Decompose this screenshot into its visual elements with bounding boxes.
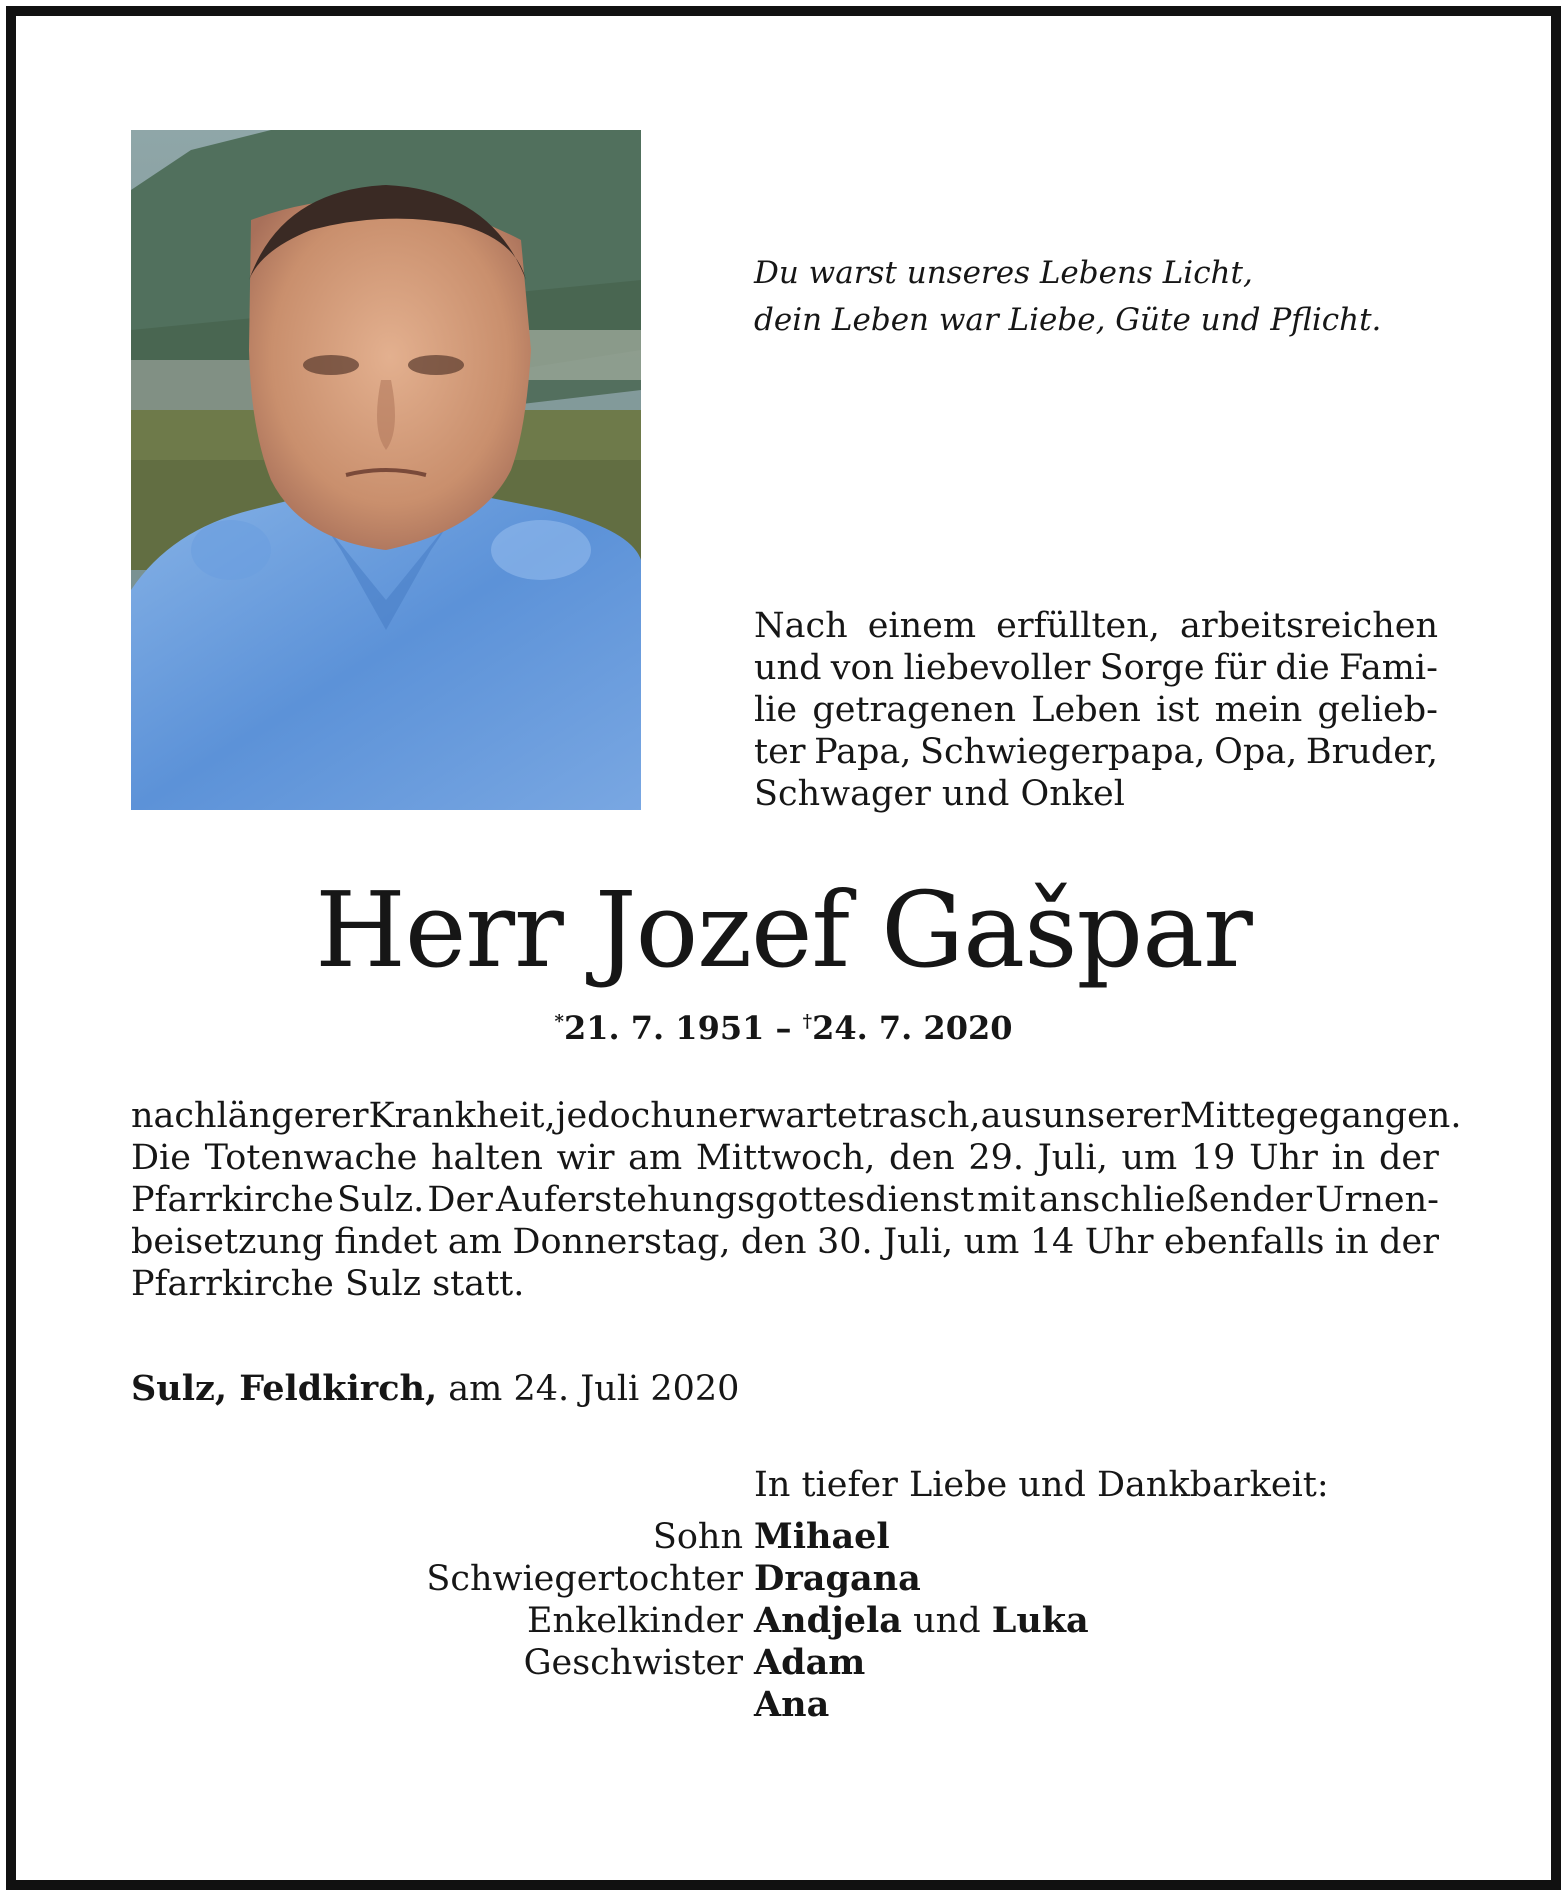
word: von: [830, 648, 895, 688]
deceased-name: Herr Jozef Gašpar: [315, 869, 1252, 991]
word: und: [754, 648, 822, 688]
death-date: 24. 7. 2020: [812, 1009, 1013, 1047]
word: jedoch: [555, 1096, 673, 1136]
word: aus: [980, 1096, 1042, 1136]
mourner-names: [754, 1600, 1089, 1642]
word: Die: [131, 1138, 191, 1178]
word: Papa,: [814, 732, 912, 772]
word: Uhr: [1084, 1222, 1154, 1262]
word: Mitte: [1179, 1096, 1276, 1136]
word: anschließender: [1038, 1180, 1312, 1220]
word: rasch,: [871, 1096, 981, 1136]
word: beisetzung: [131, 1222, 324, 1262]
word: 14: [1029, 1222, 1075, 1262]
mourner-name: Ana: [754, 1684, 830, 1725]
word: Der: [427, 1180, 493, 1220]
word: 29.: [968, 1138, 1025, 1178]
word: liebevoller: [903, 648, 1091, 688]
intro-paragraph: [754, 605, 1438, 815]
mourner-conjunction: und: [901, 1601, 992, 1641]
word: Krankheit,: [368, 1096, 556, 1136]
intro-line: [754, 689, 1438, 731]
mourner-names: [754, 1642, 865, 1684]
word: am: [447, 1222, 502, 1262]
word: ter: [754, 732, 806, 772]
intro-line: [754, 647, 1438, 689]
word: ebenfalls: [1163, 1222, 1325, 1262]
main-paragraph: [131, 1095, 1462, 1305]
word: Donnerstag,: [512, 1222, 731, 1262]
life-dates: [0, 1000, 1567, 1050]
word: Juli,: [883, 1222, 954, 1262]
word: Bruder,: [1305, 732, 1438, 772]
word: findet: [334, 1222, 438, 1262]
intro-line: [754, 731, 1438, 773]
word: gegangen.: [1275, 1096, 1462, 1136]
word: unerwartet: [672, 1096, 872, 1136]
word: gelieb-: [1317, 690, 1438, 730]
word: Opa,: [1214, 732, 1298, 772]
word: unserer: [1041, 1096, 1180, 1136]
mourner-row: [0, 1642, 1567, 1684]
word: für: [1213, 648, 1267, 688]
mourner-row: [0, 1684, 1567, 1726]
word: Nach: [754, 606, 848, 646]
quote-line: Du warst unseres Lebens Licht,: [754, 255, 1253, 291]
word: mit: [977, 1180, 1036, 1220]
body-line: [131, 1179, 1439, 1221]
word: Sorge: [1099, 648, 1205, 688]
quote: [754, 250, 1454, 344]
mourner-name: Dragana: [754, 1558, 921, 1599]
word: erfüllten,: [996, 606, 1160, 646]
word: lie: [754, 690, 798, 730]
word: mein: [1214, 690, 1303, 730]
mourner-name: Luka: [991, 1600, 1089, 1641]
intro-line: Schwager und Onkel: [754, 774, 1125, 814]
mourner-row: [0, 1600, 1567, 1642]
mourner-relation: Sohn: [652, 1517, 743, 1557]
word: am: [628, 1138, 683, 1178]
word: ist: [1156, 690, 1200, 730]
mourner-relation: Geschwister: [523, 1643, 743, 1683]
word: der: [1379, 1222, 1439, 1262]
mourner-names: [754, 1516, 890, 1558]
quote-line: dein Leben war Liebe, Güte und Pflicht.: [754, 302, 1382, 338]
portrait-photo: [131, 130, 641, 810]
word: Pfarrkirche: [131, 1180, 334, 1220]
word: wir: [556, 1138, 615, 1178]
word: getragenen: [812, 690, 1017, 730]
word: Schwiegerpapa,: [920, 732, 1206, 772]
death-mark: †: [802, 1011, 813, 1032]
word: halten: [431, 1138, 543, 1178]
word: Urnen-: [1315, 1180, 1439, 1220]
word: Auferstehungsgottesdienst: [496, 1180, 975, 1220]
mourner-row: [0, 1516, 1567, 1558]
word: nach: [131, 1096, 217, 1136]
mourner-name: Adam: [754, 1642, 866, 1683]
mourner-name: Mihael: [754, 1516, 890, 1557]
word: Fami-: [1338, 648, 1438, 688]
word: in: [1331, 1138, 1366, 1178]
word: 30.: [817, 1222, 873, 1262]
mourner-name: Andjela: [754, 1600, 902, 1641]
date-separator: –: [764, 1009, 803, 1047]
birth-date: 21. 7. 1951: [563, 1009, 765, 1047]
mourner-relation: Schwiegertochter: [426, 1559, 743, 1599]
word: die: [1275, 648, 1330, 688]
birth-mark: *: [554, 1011, 564, 1032]
mourner-relation: Enkelkinder: [527, 1601, 743, 1641]
word: einem: [867, 606, 977, 646]
word: Totenwache: [204, 1138, 418, 1178]
word: Mittwoch,: [695, 1138, 876, 1178]
place-name: Sulz, Feldkirch,: [131, 1368, 438, 1409]
word: Leben: [1031, 690, 1141, 730]
word: den: [889, 1138, 955, 1178]
mourner-names: [754, 1558, 921, 1600]
word: arbeitsreichen: [1180, 606, 1438, 646]
mourner-names: [754, 1684, 829, 1726]
body-line: [131, 1137, 1439, 1179]
announcement-date: am 24. Juli 2020: [437, 1369, 740, 1409]
word: um: [1121, 1138, 1178, 1178]
word: der: [1379, 1138, 1439, 1178]
word: Sulz.: [336, 1180, 425, 1220]
body-line: [131, 1095, 1462, 1137]
thanks-line: In tiefer Liebe und Dankbarkeit:: [754, 1465, 1329, 1505]
word: den: [740, 1222, 807, 1262]
word: Uhr: [1249, 1138, 1318, 1178]
body-line: [131, 1221, 1439, 1263]
intro-line: [754, 605, 1438, 647]
mourner-row: [0, 1558, 1567, 1600]
place-and-date: [131, 1368, 1031, 1410]
word: 19: [1190, 1138, 1236, 1178]
word: um: [963, 1222, 1020, 1262]
word: in: [1334, 1222, 1369, 1262]
word: längerer: [216, 1096, 369, 1136]
word: Juli,: [1037, 1138, 1108, 1178]
body-line: Pfarrkirche Sulz statt.: [131, 1264, 525, 1304]
